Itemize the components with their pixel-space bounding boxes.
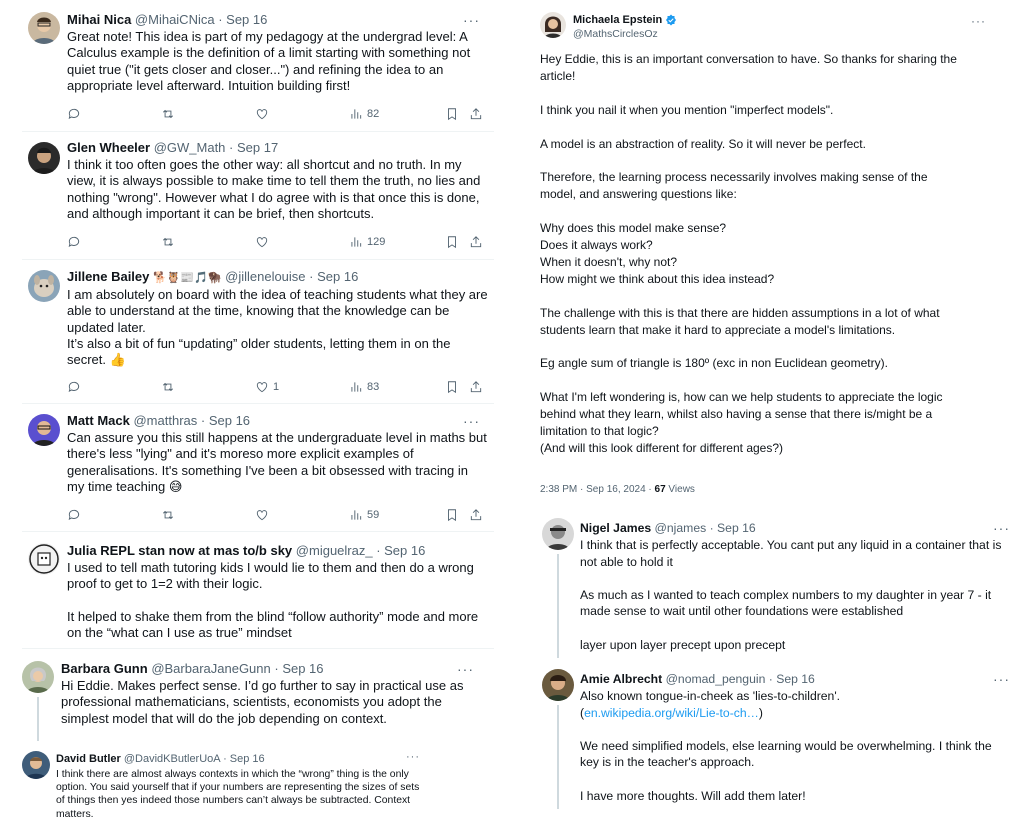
like-button[interactable]: [255, 235, 269, 249]
author-handle[interactable]: @matthras: [133, 413, 198, 428]
views-count: 67: [654, 484, 666, 495]
reply-button[interactable]: [67, 235, 81, 249]
bookmark-icon: [445, 107, 459, 121]
views-count: 82: [367, 108, 380, 120]
tweet-text: I used to tell math tutoring kids I would lie to them and then do a wrong proof to get to 1=2 with their logic. It helped to shake them from the blind “follow authority” mode and more on the “what can I use as true” mindset: [67, 560, 479, 641]
bookmark-icon: [445, 380, 459, 394]
avatar[interactable]: [28, 270, 60, 302]
tweet-text: Can assure you this still happens at the undergraduate level in maths but there's less "lying" and it's moreso more explicit examples of generalisations. It's something I've been a bit obsessed with tracing in my time teaching 😅: [67, 430, 487, 494]
author-name[interactable]: Mihai Nica: [67, 12, 132, 27]
avatar[interactable]: [542, 669, 574, 701]
wikipedia-link[interactable]: en.wikipedia.org/wiki/Lie-to-ch…: [584, 705, 759, 720]
avatar[interactable]: [28, 543, 60, 575]
bookmark-button[interactable]: [445, 235, 459, 249]
share-icon: [469, 107, 483, 121]
main-tweet-footer: [540, 484, 695, 495]
tweet-header: Barbara Gunn @BarbaraJaneGunn · Sep 16: [61, 661, 324, 676]
reply-icon: [67, 235, 81, 249]
thread-line: [37, 697, 39, 741]
name-emoji: 🐕🦉📰🎵🦬: [153, 272, 222, 284]
avatar[interactable]: [540, 12, 566, 38]
tweet-text: Hi Eddie. Makes perfect sense. I’d go further to say in practical use as professional mathematicians, scientists, economists you adopt the simplest model that will do the job depending on context.: [61, 678, 464, 726]
tweet-actions: [67, 105, 484, 123]
more-options-icon[interactable]: ···: [463, 12, 480, 28]
more-options-icon[interactable]: ···: [463, 413, 480, 429]
reply-icon: [67, 107, 81, 121]
author-handle[interactable]: @miguelraz_: [295, 543, 373, 558]
author-name[interactable]: Nigel James: [580, 521, 652, 535]
bookmark-button[interactable]: [445, 380, 459, 394]
tweet-date[interactable]: Sep 17: [236, 140, 279, 155]
verified-badge-icon: [665, 14, 677, 26]
author-handle[interactable]: @BarbaraJaneGunn: [151, 661, 271, 676]
share-button[interactable]: [469, 380, 483, 394]
heart-icon: [255, 508, 269, 522]
retweet-icon: [161, 235, 175, 249]
bookmark-button[interactable]: [445, 508, 459, 522]
tweet[interactable]: [22, 264, 494, 404]
tweet-header: David Butler @DavidKButlerUoA · Sep 16: [56, 753, 265, 765]
views-button[interactable]: [349, 508, 379, 522]
like-button[interactable]: [255, 380, 279, 394]
avatar[interactable]: [22, 661, 54, 693]
conversation-panel: [528, 0, 1008, 834]
share-icon: [469, 508, 483, 522]
more-options-icon[interactable]: ···: [971, 14, 986, 28]
tweet-header: Nigel James @njames · Sep 16: [580, 521, 756, 535]
thread-line: [557, 705, 559, 809]
tweet-actions: [67, 506, 484, 524]
tweet-date[interactable]: Sep 16: [208, 413, 251, 428]
views-count: 83: [367, 381, 380, 393]
reply-button[interactable]: [67, 107, 81, 121]
more-options-icon[interactable]: ···: [993, 520, 1010, 536]
avatar[interactable]: [542, 518, 574, 550]
tweet-header: Amie Albrecht @nomad_penguin · Sep 16: [580, 672, 815, 686]
avatar[interactable]: [28, 142, 60, 174]
reply-button[interactable]: [67, 380, 81, 394]
retweet-icon: [161, 107, 175, 121]
author-name[interactable]: David Butler: [56, 753, 121, 765]
avatar[interactable]: [22, 751, 50, 779]
retweet-button[interactable]: [161, 107, 175, 121]
tweet[interactable]: [22, 136, 494, 260]
author-handle[interactable]: @MihaiCNica: [134, 12, 215, 27]
views-icon: [349, 508, 363, 522]
tweet-header: Matt Mack @matthras · Sep 16: [67, 413, 251, 428]
tweet-header: Julia REPL stan now at mas to/b sky @miguelraz_ · Sep 16: [67, 543, 426, 558]
share-button[interactable]: [469, 107, 483, 121]
views-icon: [349, 107, 363, 121]
tweet-text: I am absolutely on board with the idea of teaching students what they are able to understand at the time, knowing that the knowledge can be updated later. It’s also a bit of fun “updating” older students, letting them in on the secret. 👍: [67, 287, 488, 368]
tweet-date[interactable]: Sep 16: [226, 12, 268, 27]
tweet-header: Mihai Nica @MihaiCNica · Sep 16: [67, 12, 268, 27]
tweet-text: Great note! This idea is part of my pedagogy at the undergrad level: A Calculus example is the definition of a limit starting with something not quiet true ("it gets closer and closer...") and refining the idea to an appropriate level afterward. Intuition building first!: [67, 29, 471, 93]
views-icon: [349, 380, 363, 394]
views-icon: [349, 235, 363, 249]
views-label: Views: [665, 484, 695, 495]
tweet-text: I think that is perfectly acceptable. You cant put any liquid in a container that is not able to hold it As much as I wanted to teach complex numbers to my daughter in year 7 - it made sense to wait until other foundations were established layer upon layer precept upon precept: [580, 538, 1002, 652]
views-button[interactable]: [349, 380, 379, 394]
tweet-text: I think it too often goes the other way: all shortcut and no truth. In my view, it is always possible to make time to tell them the truth, no lies and nothing "wrong". However what I do agree with is that once this is done, and although important it can be brief, then shortcuts.: [67, 157, 481, 221]
more-options-icon[interactable]: ···: [457, 661, 474, 677]
views-button[interactable]: [349, 107, 379, 121]
views-button[interactable]: [349, 235, 385, 249]
tweet[interactable]: [16, 657, 488, 747]
views-count: 59: [367, 509, 380, 521]
tweet[interactable]: [22, 537, 494, 649]
tweet-text: I think there are almost always contexts in which the “wrong” thing is the only option. You said yourself that if your numbers are representing the sizes of sets of things then yes indeed those numbers can’t always be subtracted. Context matters.: [56, 769, 420, 820]
heart-icon: [255, 380, 269, 394]
reply-icon: [67, 380, 81, 394]
bookmark-icon: [445, 235, 459, 249]
like-button[interactable]: [255, 107, 269, 121]
thread-line: [557, 554, 559, 658]
tweet-date[interactable]: Sep 16: [717, 521, 756, 535]
author-handle[interactable]: @njames: [654, 521, 707, 535]
tweet[interactable]: [540, 667, 1010, 817]
share-button[interactable]: [469, 235, 483, 249]
avatar[interactable]: [28, 12, 60, 44]
retweet-button[interactable]: [161, 380, 175, 394]
tweet-date[interactable]: Sep 16: [282, 661, 324, 676]
author-name[interactable]: Jillene Bailey: [67, 269, 150, 284]
like-button[interactable]: [255, 508, 269, 522]
reply-button[interactable]: [67, 508, 81, 522]
tweet-date[interactable]: Sep 16: [229, 753, 265, 765]
retweet-button[interactable]: [161, 508, 175, 522]
author-name[interactable]: Barbara Gunn: [61, 661, 148, 676]
tweet-date[interactable]: Sep 16: [776, 672, 815, 686]
tweet-date[interactable]: Sep 16: [384, 543, 426, 558]
author-name[interactable]: Julia REPL stan now at mas to/b sky: [67, 543, 293, 558]
author-name[interactable]: Michaela Epstein: [573, 14, 663, 26]
retweet-button[interactable]: [161, 235, 175, 249]
tweet[interactable]: [22, 408, 494, 532]
author-handle[interactable]: @MathsCirclesOz: [573, 28, 658, 40]
tweet-timestamp[interactable]: 2:38 PM · Sep 16, 2024 ·: [540, 484, 655, 495]
heart-icon: [255, 107, 269, 121]
more-options-icon[interactable]: ···: [406, 751, 420, 763]
author-handle[interactable]: @jillenelouise: [225, 269, 306, 284]
share-button[interactable]: [469, 508, 483, 522]
author-handle[interactable]: @DavidKButlerUoA: [123, 753, 221, 765]
author-handle[interactable]: @GW_Math: [153, 140, 226, 155]
tweet[interactable]: [22, 8, 494, 132]
avatar[interactable]: [28, 414, 60, 446]
author-name-row: [573, 14, 677, 26]
tweet-actions: [67, 233, 484, 251]
tweet[interactable]: [16, 749, 426, 829]
tweet-header: Jillene Bailey 🐕🦉📰🎵🦬 @jillenelouise · Sep 16: [67, 269, 359, 284]
retweet-icon: [161, 508, 175, 522]
author-name[interactable]: Matt Mack: [67, 413, 130, 428]
retweet-icon: [161, 380, 175, 394]
bookmark-button[interactable]: [445, 107, 459, 121]
author-name[interactable]: Amie Albrecht: [580, 672, 663, 686]
share-icon: [469, 235, 483, 249]
views-count: 129: [367, 236, 386, 248]
main-tweet-text: Hey Eddie, this is an important conversation to have. So thanks for sharing the article! I think you nail it when you mention "imperfect models". A model is an abstraction of reality. So it will never be perfect. Therefore, the learning process necessarily involves making sense of the model, and answering questions like: Why does this model make sense? Does it always work? When it doesn't, why not? How might we think about this idea instead? The challenge with this is that there are hidden assumptions in a lot of what students learn that make it hard to appreciate a model's limitations. Eg angle sum of triangle is 180º (exc in non Euclidean geometry). What I'm left wondering is, how can we help students to appreciate the logic behind what they learn, whilst also having a sense that there is/might be a limitation to that logic? (And will this look different for different ages?): [540, 52, 957, 455]
main-tweet-header: [540, 12, 1000, 42]
author-handle[interactable]: @nomad_penguin: [665, 672, 766, 686]
tweet[interactable]: [540, 516, 1010, 658]
more-options-icon[interactable]: ···: [993, 671, 1010, 687]
author-name[interactable]: Glen Wheeler: [67, 140, 151, 155]
tweet-actions: [67, 378, 484, 396]
share-icon: [469, 380, 483, 394]
heart-icon: [255, 235, 269, 249]
tweet-date[interactable]: Sep 16: [317, 269, 359, 284]
like-count: 1: [273, 381, 280, 393]
reply-icon: [67, 508, 81, 522]
tweet-header: Glen Wheeler @GW_Math · Sep 17: [67, 140, 279, 155]
bookmark-icon: [445, 508, 459, 522]
tweet-text: Also known tongue-in-cheek as 'lies-to-children'. (en.wikipedia.org/wiki/Lie-to-ch…) We need simplified models, else learning would be overwhelming. I think the key is in the teacher's approach. I have more thoughts. Will add them later!: [580, 689, 992, 803]
